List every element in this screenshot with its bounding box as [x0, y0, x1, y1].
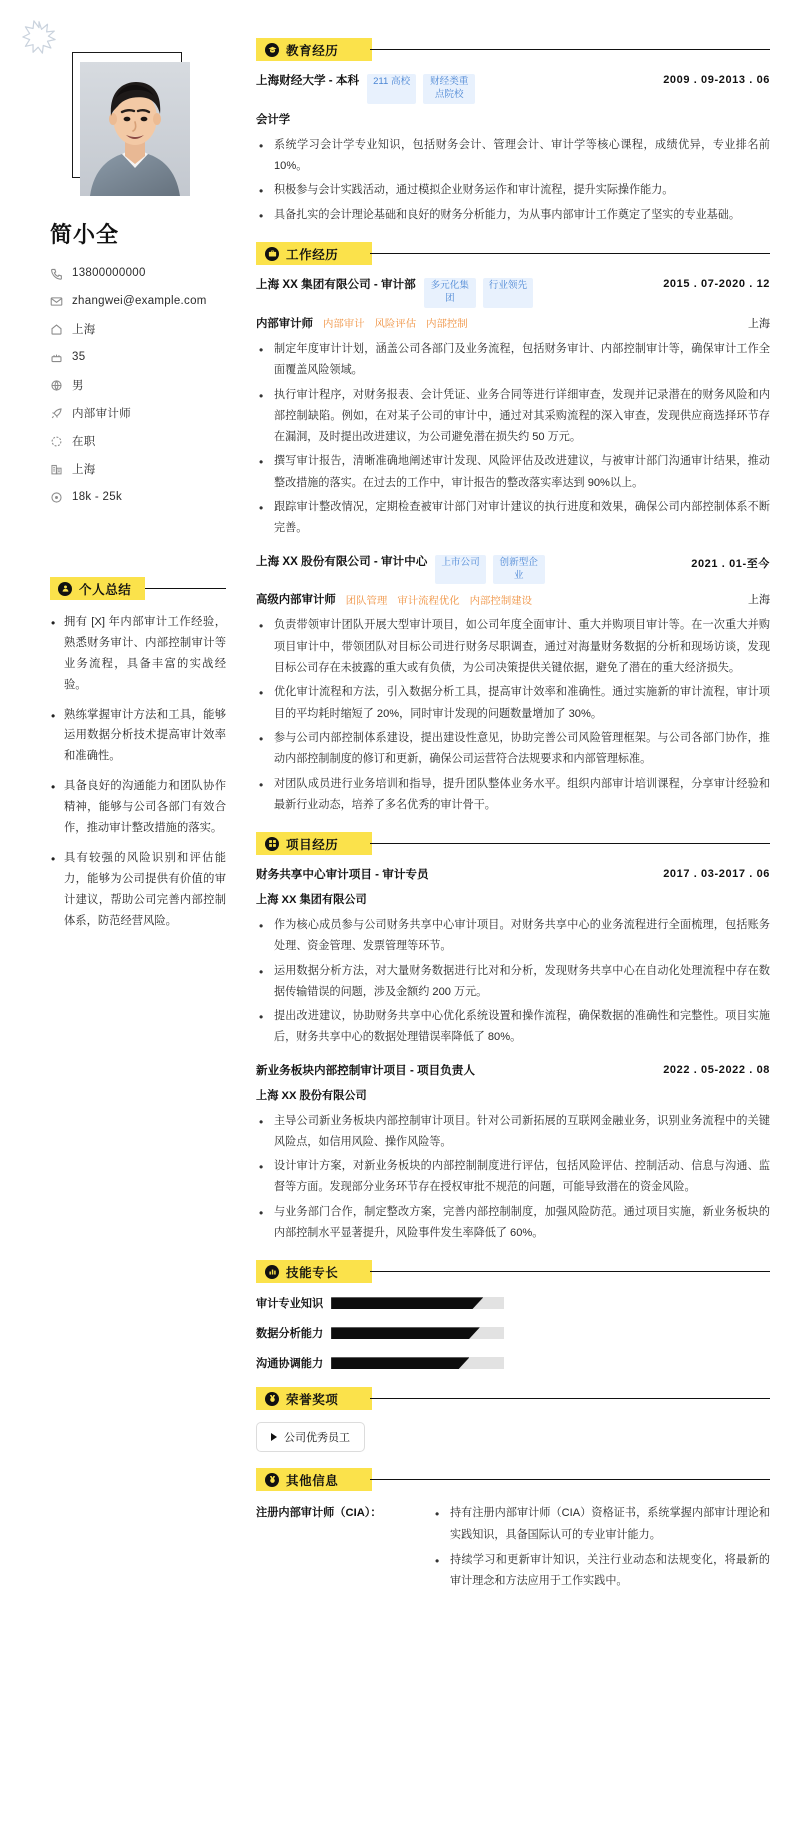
list-item: • 积极参与会计实践活动，通过模拟企业财务运作和审计流程，提升实际操作能力。 — [256, 180, 770, 201]
section-chip — [256, 832, 372, 855]
section-work — [256, 242, 770, 816]
date-range: 2017 . 03-2017 . 06 — [663, 868, 770, 881]
list-item: • 提出改进建议，协助财务共享中心优化系统设置和操作流程，确保数据的准确性和完整性。项目实施后，财务共享中心的数据处理错误率降低了 80%。 — [256, 1006, 770, 1049]
list-item: • 负责带领审计团队开展大型审计项目，如公司年度全面审计、重大并购项目审计等。在一次重大并购项目审计中，带领团队对目标公司进行财务尽职调查，通过对海量财务数据的分析和现场访谈，发现目标公司存在未披露的重大或有负债，为公司决策提供关键依据，避免了潜在的重大经济损失。 — [256, 615, 770, 679]
salary-icon — [50, 491, 63, 504]
contact-value: zhangwei@example.com — [72, 295, 207, 307]
mail-icon — [50, 295, 63, 308]
honor-label: 公司优秀员工 — [284, 1432, 350, 1445]
rocket-icon — [50, 407, 63, 420]
major-name: 会计学 — [256, 113, 291, 126]
list-item: • 与业务部门合作，制定整改方案，完善内部控制制度，加强风险防范。通过项目实施，新业务板块的内部控制水平显著提升，风险事件发生率降低了 60%。 — [256, 1202, 770, 1245]
briefcase-icon — [265, 247, 279, 261]
skill-tag: 内部控制 — [426, 319, 468, 331]
list-item: • 对团队成员进行业务培训和指导，提升团队整体业务水平。组织内部审计培训课程，分享审计经验和最新行业动态，培养了多名优秀的审计骨干。 — [256, 774, 770, 817]
avatar-block — [48, 36, 198, 196]
skill-grid — [256, 1295, 770, 1371]
section-summary — [50, 577, 226, 931]
tag: 财经类重点院校 — [423, 74, 475, 104]
other-info-row — [256, 1503, 770, 1596]
skill-bar — [331, 1327, 504, 1339]
contact-row-gender — [50, 373, 226, 397]
skill-label: 数据分析能力 — [256, 1328, 324, 1341]
skill-label: 审计专业知识 — [256, 1298, 324, 1311]
contact-row-home — [50, 317, 226, 341]
section-chip — [256, 1260, 372, 1283]
company-name: 上海 XX 集团有限公司 - 审计部 — [256, 278, 416, 292]
section-chip — [256, 1468, 372, 1491]
contact-value: 上海 — [72, 324, 96, 336]
list-item: • 作为核心成员参与公司财务共享中心审计项目。对财务共享中心的业务流程进行全面梳理，包括账务处理、资金管理、发票管理等环节。 — [256, 915, 770, 958]
contact-list — [50, 261, 226, 509]
section-skills — [256, 1260, 770, 1371]
list-item: • 参与公司内部控制体系建设，提出建设性意见，协助完善公司风险管理框架。与公司各部门协作，推动内部控制制度的修订和更新，确保公司运营符合法规要求和内部管理标准。 — [256, 728, 770, 771]
section-honors — [256, 1387, 770, 1452]
gender-icon — [50, 379, 63, 392]
sidebar — [0, 0, 248, 960]
entry-header — [256, 554, 770, 585]
section-header-summary — [50, 577, 226, 600]
section-header-projects — [256, 832, 770, 855]
section-other-info — [256, 1468, 770, 1596]
summary-list — [50, 612, 226, 931]
section-chip — [256, 38, 372, 61]
contact-value: 18k - 25k — [72, 491, 123, 503]
list-item: • 撰写审计报告，清晰准确地阐述审计发现、风险评估及改进建议，与被审计部门沟通审计结果，推动整改措施的落实。在过去的工作中，审计报告的整改落实率达到 90%以上。 — [256, 451, 770, 494]
section-title: 技能专长 — [286, 1265, 339, 1280]
section-rule — [370, 843, 770, 844]
cake-icon — [50, 351, 63, 364]
skill-bar — [331, 1297, 504, 1309]
list-item: • 制定年度审计计划，涵盖公司各部门及业务流程，包括财务审计、内部控制审计等，确保审计工作全面覆盖风险领域。 — [256, 339, 770, 382]
role-row — [256, 315, 770, 331]
other-info-value — [432, 1503, 770, 1596]
date-range: 2009 . 09-2013 . 06 — [663, 74, 770, 86]
tag-group — [367, 73, 475, 104]
city-icon — [50, 463, 63, 476]
contact-row-title — [50, 401, 226, 425]
section-title: 项目经历 — [286, 837, 339, 852]
section-education — [256, 38, 770, 226]
graduation-cap-icon — [265, 43, 279, 57]
entry-header — [256, 73, 770, 104]
honor-pill[interactable] — [256, 1422, 365, 1452]
project-company: 上海 XX 股份有限公司 — [256, 1089, 367, 1102]
section-chip — [50, 577, 145, 600]
tag: 多元化集团 — [424, 278, 476, 308]
list-item: • 系统学习会计学专业知识，包括财务会计、管理会计、审计学等核心课程，成绩优异，专业排名前 10%。 — [256, 135, 770, 178]
section-title: 荣誉奖项 — [286, 1392, 339, 1407]
contact-row-status — [50, 429, 226, 453]
section-header-skills — [256, 1260, 770, 1283]
date-range: 2021 . 01-至今 — [691, 557, 770, 570]
contact-row-email — [50, 289, 226, 313]
medal-icon — [265, 1392, 279, 1406]
skill-bar — [331, 1357, 504, 1369]
work-entry — [256, 277, 770, 540]
list-item: • 熟练掌握审计方法和工具，能够运用数据分析技术提高审计效率和准确性。 — [50, 705, 226, 768]
skill-item — [256, 1325, 504, 1341]
honor-row — [256, 1422, 770, 1452]
project-name: 财务共享中心审计项目 - 审计专员 — [256, 868, 429, 882]
play-triangle-icon — [271, 1433, 277, 1441]
tag-group — [424, 277, 533, 308]
home-icon — [50, 323, 63, 336]
section-rule — [370, 1271, 770, 1272]
contact-value: 13800000000 — [72, 267, 146, 279]
skill-tag: 审计流程优化 — [397, 595, 460, 607]
list-item: • 执行审计程序，对财务报表、会计凭证、业务合同等进行详细审查，发现并记录潜在的财务风险和内部控制缺陷。例如，在对某子公司的审计中，通过对其采购流程的深入审查，发现供应商选择环节存在漏洞，及时提出改进建议，为公司避免潜在损失约 50 万元。 — [256, 385, 770, 449]
project-entry — [256, 867, 770, 1049]
tag: 创新型企业 — [493, 555, 545, 585]
section-header-education — [256, 38, 770, 61]
contact-row-salary — [50, 485, 226, 509]
section-projects — [256, 832, 770, 1244]
skill-tag: 内部控制建设 — [469, 595, 532, 607]
project-company: 上海 XX 集团有限公司 — [256, 893, 367, 906]
skill-tag: 团队管理 — [345, 595, 388, 607]
role-row — [256, 591, 770, 607]
section-rule — [370, 1479, 770, 1480]
section-header-honors — [256, 1387, 770, 1410]
skill-label: 沟通协调能力 — [256, 1358, 324, 1371]
job-location: 上海 — [748, 317, 770, 330]
medal-icon — [265, 1473, 279, 1487]
tag: 行业领先 — [483, 278, 533, 308]
section-header-other-info — [256, 1468, 770, 1491]
education-points — [256, 135, 770, 226]
grid-icon — [265, 837, 279, 851]
other-info-key: 注册内部审计师（CIA）： — [256, 1507, 382, 1520]
date-range: 2022 . 05-2022 . 08 — [663, 1063, 770, 1076]
tag-group — [435, 554, 544, 585]
section-rule — [370, 1398, 770, 1399]
contact-value: 上海 — [72, 464, 96, 476]
project-points — [256, 1111, 770, 1245]
section-rule — [370, 253, 770, 254]
contact-value: 在职 — [72, 436, 96, 448]
list-item: • 设计审计方案，对新业务板块的内部控制制度进行评估，包括风险评估、控制活动、信息与沟通、监督等方面。发现部分业务环节存在授权审批不规范的问题，可能导致潜在的资金风险。 — [256, 1156, 770, 1199]
chart-icon — [265, 1265, 279, 1279]
list-item: • 运用数据分析方法，对大量财务数据进行比对和分析，发现财务共享中心在自动化处理流程中存在数据传输错误的问题，涉及金额约 200 万元。 — [256, 961, 770, 1004]
school-name: 上海财经大学 - 本科 — [256, 74, 360, 87]
job-location: 上海 — [748, 594, 770, 607]
section-title: 个人总结 — [79, 582, 132, 597]
contact-value: 男 — [72, 380, 84, 392]
section-chip — [256, 1387, 372, 1410]
skill-item — [256, 1355, 504, 1371]
other-points — [432, 1503, 770, 1593]
skill-tag: 内部审计 — [322, 319, 365, 331]
section-header-work — [256, 242, 770, 265]
contact-row-city — [50, 457, 226, 481]
status-icon — [50, 435, 63, 448]
profile-photo — [80, 62, 190, 196]
section-title: 其他信息 — [286, 1473, 339, 1488]
work-entry — [256, 554, 770, 817]
list-item: • 具备良好的沟通能力和团队协作精神，能够与公司各部门有效合作，推动审计整改措施的落实。 — [50, 776, 226, 839]
tag: 211 高校 — [367, 74, 416, 104]
work-points — [256, 615, 770, 816]
entry-header — [256, 277, 770, 308]
phone-icon — [50, 267, 63, 280]
work-points — [256, 339, 770, 540]
project-name: 新业务板块内部控制审计项目 - 项目负责人 — [256, 1063, 475, 1077]
entry-header — [256, 1063, 770, 1080]
date-range: 2015 . 07-2020 . 12 — [663, 278, 770, 291]
skill-bar-fill — [331, 1327, 480, 1339]
skill-tag: 风险评估 — [374, 319, 417, 331]
entry-header — [256, 867, 770, 884]
user-badge-icon — [58, 582, 72, 596]
job-title: 高级内部审计师 — [256, 594, 336, 607]
section-chip — [256, 242, 372, 265]
list-item: • 拥有 [X] 年内部审计工作经验，熟悉财务审计、内部控制审计等业务流程，具备丰富的实战经验。 — [50, 612, 226, 696]
section-title: 工作经历 — [286, 247, 339, 262]
project-entry — [256, 1063, 770, 1245]
list-item: • 持续学习和更新审计知识，关注行业动态和法规变化，将最新的审计理念和方法应用于工作实践中。 — [432, 1550, 770, 1593]
starburst-icon — [22, 20, 56, 54]
list-item: • 跟踪审计整改情况，定期检查被审计部门对审计建议的执行进度和效果，确保公司内部控制体系不断完善。 — [256, 497, 770, 540]
person-name: 简小全 — [50, 222, 120, 247]
company-name: 上海 XX 股份有限公司 - 审计中心 — [256, 554, 428, 568]
list-item: • 优化审计流程和方法，引入数据分析工具，提高审计效率和准确性。通过实施新的审计流程，审计项目的平均耗时缩短了 20%，同时审计发现的问题数量增加了 30%。 — [256, 682, 770, 725]
section-rule — [370, 49, 770, 50]
project-points — [256, 915, 770, 1049]
job-title: 内部审计师 — [256, 317, 313, 330]
skill-bar-fill — [331, 1297, 483, 1309]
contact-value: 35 — [72, 351, 86, 363]
list-item: • 具有较强的风险识别和评估能力，能够为公司提供有价值的审计建议，帮助公司完善内部控制体系，防范经营风险。 — [50, 848, 226, 932]
contact-row-age — [50, 345, 226, 369]
section-rule — [145, 588, 226, 589]
main-column — [248, 0, 794, 1626]
list-item: • 具备扎实的会计理论基础和良好的财务分析能力，为从事内部审计工作奠定了坚实的专业基础。 — [256, 205, 770, 226]
tag: 上市公司 — [435, 555, 485, 585]
section-title: 教育经历 — [286, 43, 339, 58]
education-entry — [256, 73, 770, 226]
skill-bar-fill — [331, 1357, 469, 1369]
list-item: • 主导公司新业务板块内部控制审计项目。针对公司新拓展的互联网金融业务，识别业务流程中的关键风险点，如信用风险、操作风险等。 — [256, 1111, 770, 1154]
skill-item — [256, 1295, 504, 1311]
list-item: • 持有注册内部审计师（CIA）资格证书，系统掌握内部审计理论和实践知识，具备国际认可的专业审计能力。 — [432, 1503, 770, 1546]
contact-row-phone — [50, 261, 226, 285]
contact-value: 内部审计师 — [72, 408, 131, 420]
